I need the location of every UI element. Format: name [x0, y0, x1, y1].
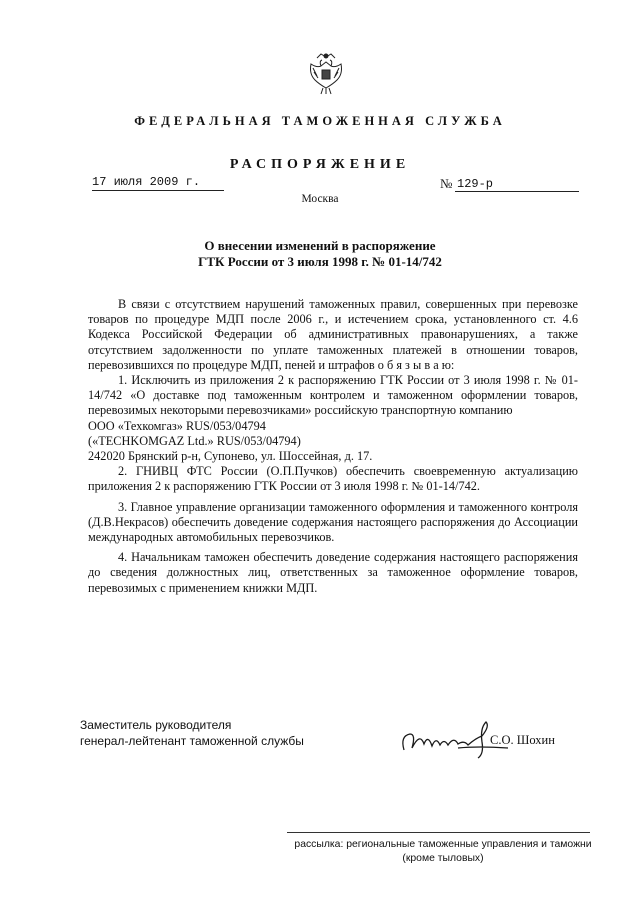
company-line-2: («TECHKOMGAZ Ltd.» RUS/053/04794) — [88, 433, 301, 448]
agency-title: ФЕДЕРАЛЬНАЯ ТАМОЖЕННАЯ СЛУЖБА — [134, 114, 506, 128]
signatory-position — [80, 717, 304, 749]
subject-line-1: О внесении изменений в распоряжение — [204, 238, 436, 253]
document-date: 17 июля 2009 г. — [92, 175, 224, 191]
item-2: 2. ГНИВЦ ФТС России (О.П.Пучков) обеспечить своевременную актуализацию приложения 2 к распоряжению ГТК России от 3 июля 1998 г. № 01-14/742. — [88, 464, 578, 494]
distribution-line-1: рассылка: региональные таможенные управления и таможни — [294, 839, 592, 850]
distribution-list — [287, 838, 599, 866]
coat-of-arms-icon — [307, 52, 345, 96]
distribution-line-2: (кроме тыловых) — [402, 853, 484, 864]
subject-line-2: ГТК России от 3 июля 1998 г. № 01-14/742 — [198, 254, 442, 269]
distribution-divider — [287, 832, 590, 833]
number-label: № — [440, 176, 453, 191]
company-line-3: 242020 Брянский р-н, Супонево, ул. Шоссейная, д. 17. — [88, 449, 373, 464]
document-body — [88, 297, 578, 596]
company-line-1: ООО «Техкомгаз» RUS/053/04794 — [88, 418, 266, 433]
intro-paragraph: В связи с отсутствием нарушений таможенных правил, совершенных при перевозке товаров по процедуре МДП после 2006 г., и истечением срока, установленного ст. 4.6 Кодекса Российской Федерации об административных правонарушениях, а также отсутствием задолженности по уплате таможенных платежей в отношении товаров, перевозившихся по процедуре МДП, пеней и штрафов о б я з ы в а ю: — [88, 297, 578, 372]
city: Москва — [301, 193, 339, 205]
item-4: 4. Начальникам таможен обеспечить доведение содержания настоящего распоряжения до сведения должностных лиц, ответственных за таможенное оформление товаров, перевозимых с применением книжки МДП. — [88, 550, 578, 595]
document-subject — [0, 238, 640, 270]
item-1: 1. Исключить из приложения 2 к распоряжению ГТК России от 3 июля 1998 г. № 01-14/742 «О доставке под таможенным контролем и таможенном оформлении товаров, перевозимых некоторыми перевозчиками» российскую транспортную компанию — [88, 373, 578, 418]
item-3: 3. Главное управление организации таможенного оформления и таможенного контроля (Д.В.Некрасов) обеспечить доведение содержания настоящего распоряжения до Ассоциации международных автомобильных перевозчиков. — [88, 499, 578, 545]
position-line-1: Заместитель руководителя — [80, 718, 232, 732]
signer-name: С.О. Шохин — [490, 733, 555, 747]
document-number: 129-р — [455, 177, 579, 192]
document-type: РАСПОРЯЖЕНИЕ — [229, 157, 411, 172]
position-line-2: генерал-лейтенант таможенной службы — [80, 734, 304, 748]
